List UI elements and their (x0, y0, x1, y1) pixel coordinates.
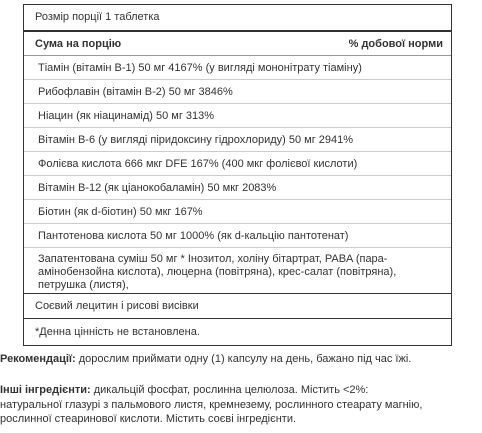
ingredients-body: дикальцій фосфат, рослинна целюлоза. Містить <2%: (90, 384, 369, 396)
table-header (24, 32, 451, 56)
nutrient-row-proprietary-blend (24, 248, 451, 294)
nutrient-row-pantothenic-acid: Пантотенова кислота 50 мг 1000% (як d-кальцію пантотенат) (24, 224, 451, 248)
recommendation-text (0, 352, 482, 366)
ingredients-line: рослинної стеаринової кислоти. Містить соєві інгредієнти. (0, 413, 297, 425)
nutrient-row-vitamin-b12: Вітамін B-12 (як ціанокобаламін) 50 мкг 2083% (24, 176, 451, 200)
ingredients-line (0, 383, 482, 398)
amount-per-serving-header: Сума на порцію (35, 37, 122, 50)
other-row-lecithin: Соєвий лецитин і рисові висівки (24, 294, 451, 319)
nutrient-row-biotin: Біотин (як d-біотин) 50 мкг 167% (24, 200, 451, 224)
daily-value-header: % добової норми (348, 37, 443, 50)
serving-size: Розмір порції 1 таблетка (24, 5, 451, 32)
blend-line: Запатентована суміш 50 мг * Інозитол, холіну бітартрат, PABA (пара- (38, 253, 388, 265)
blend-line: амінобензойна кислота), люцерна (повітряна), крес-салат (повітряна), (38, 266, 397, 278)
ingredients-label: Інші інгредієнти: (0, 384, 91, 396)
other-ingredients-text (0, 383, 482, 427)
recommendation-body: дорослим приймати одну (1) капсулу на день, бажано під час їжі. (75, 353, 412, 365)
supplement-facts-table (23, 4, 452, 346)
nutrient-row-thiamin: Тіамін (вітамін В-1) 50 мг 4167% (у вигляді мононітрату тіаміну) (24, 56, 451, 80)
daily-value-footnote: *Денна цінність не встановлена. (35, 326, 200, 338)
nutrient-row-riboflavin: Рибофлавін (вітамін В-2) 50 мг 3846% (24, 80, 451, 104)
blend-line: петрушка (листя), (38, 279, 129, 291)
nutrient-row-folic-acid: Фолієва кислота 666 мкг DFE 167% (400 мкг фолієвої кислоти) (24, 152, 451, 176)
recommendation-label: Рекомендації: (0, 353, 76, 365)
nutrient-row-vitamin-b6: Вітамін B-6 (у вигляді піридоксину гідрохлориду) 50 мг 2941% (24, 128, 451, 152)
nutrient-row-niacin: Ніацин (як ніацинамід) 50 мг 313% (24, 104, 451, 128)
ingredients-line: натуральної глазурі з пальмового листя, кремнезему, рослинного стеарату магнію, (0, 398, 423, 411)
